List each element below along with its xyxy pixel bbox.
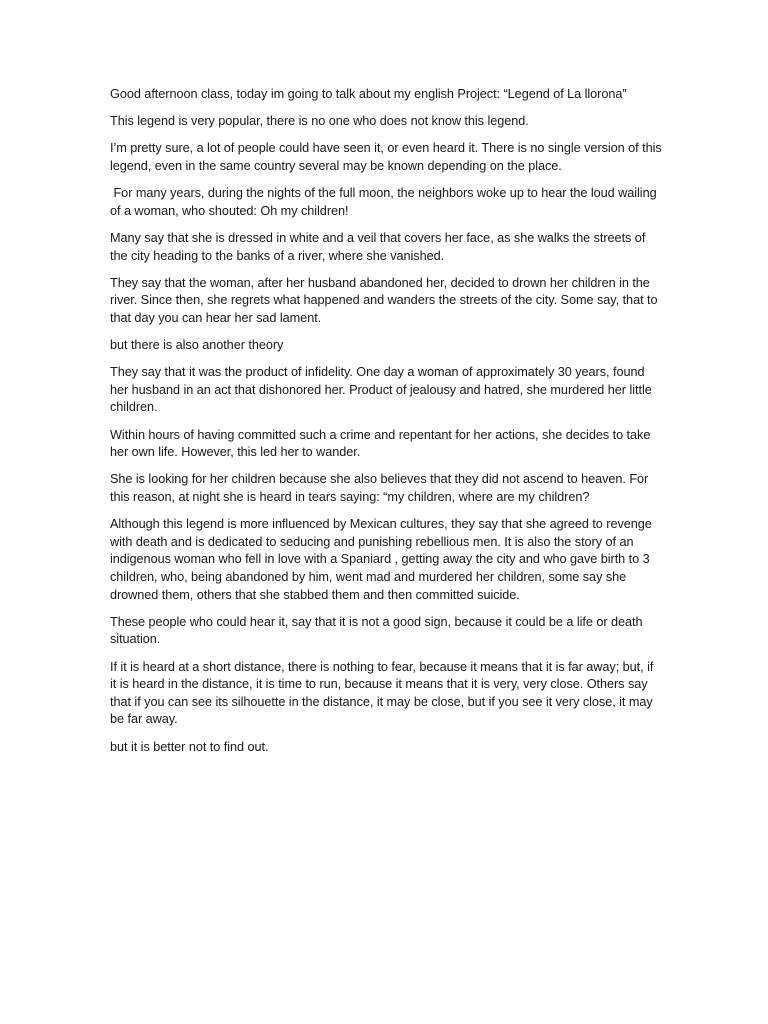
paragraph-mexican-cultures: Although this legend is more influenced by Mexican cultures, they say that she agreed to revenge with death and is dedicated to seducing and punishing rebellious men. It is also the story of an indigenous woman who fell in love with a Spaniard , getting away the city and who gave birth to 3 children, who, being abandoned by him, went mad and murdered her children, some say she drowned them, others that she stabbed them and then committed suicide. [110, 517, 656, 602]
paragraph-bad-sign: These people who could hear it, say that it is not a good sign, because it could be a life or death situation. [110, 614, 646, 647]
paragraph-distance: If it is heard at a short distance, there is nothing to fear, because it means that it is far away; but, if it is heard in the distance, it is time to run, because it means that it is very, very close. Others say that if you can see its silhouette in the distance, it may be close, but if you see it very close, it may be far away. [110, 659, 657, 727]
paragraph-popularity: This legend is very popular, there is no one who does not know this legend. [110, 114, 529, 129]
paragraph-full-moon: For many years, during the nights of the full moon, the neighbors woke up to hear the loud wailing of a woman, who shouted: Oh my children! [110, 186, 661, 218]
paragraph-repentance: Within hours of having committed such a crime and repentant for her actions, she decides to take her own life. However, this led her to wander. [110, 427, 654, 460]
paragraph-drowning: They say that the woman, after her husband abandoned her, decided to drown her children in the river. Since then, she regrets what happened and wanders the streets of the city. Some say, that to that day you can hear her sad lament. [110, 275, 661, 325]
paragraph-closing: but it is better not to find out. [110, 739, 269, 754]
paragraph-infidelity: They say that it was the product of infidelity. One day a woman of approximately 30 years, found her husband in an act that dishonored her. Product of jealousy and hatred, she murdered her little children. [110, 365, 656, 415]
document-body [110, 86, 666, 766]
paragraph-versions: I’m pretty sure, a lot of people could have seen it, or even heard it. There is no single version of this legend, even in the same country several may be known depending on the place. [110, 141, 666, 173]
paragraph-greeting: Good afternoon class, today im going to talk about my english Project: “Legend of La llorona” [110, 87, 627, 101]
paragraph-white-veil: Many say that she is dressed in white and a veil that covers her face, as she walks the streets of the city heading to the banks of a river, where she vanished. [110, 230, 649, 263]
paragraph-another-theory: but there is also another theory [110, 338, 284, 353]
paragraph-searching: She is looking for her children because she also believes that they did not ascend to heaven. For this reason, at night she is heard in tears saying: “my children, where are my children? [110, 472, 652, 505]
